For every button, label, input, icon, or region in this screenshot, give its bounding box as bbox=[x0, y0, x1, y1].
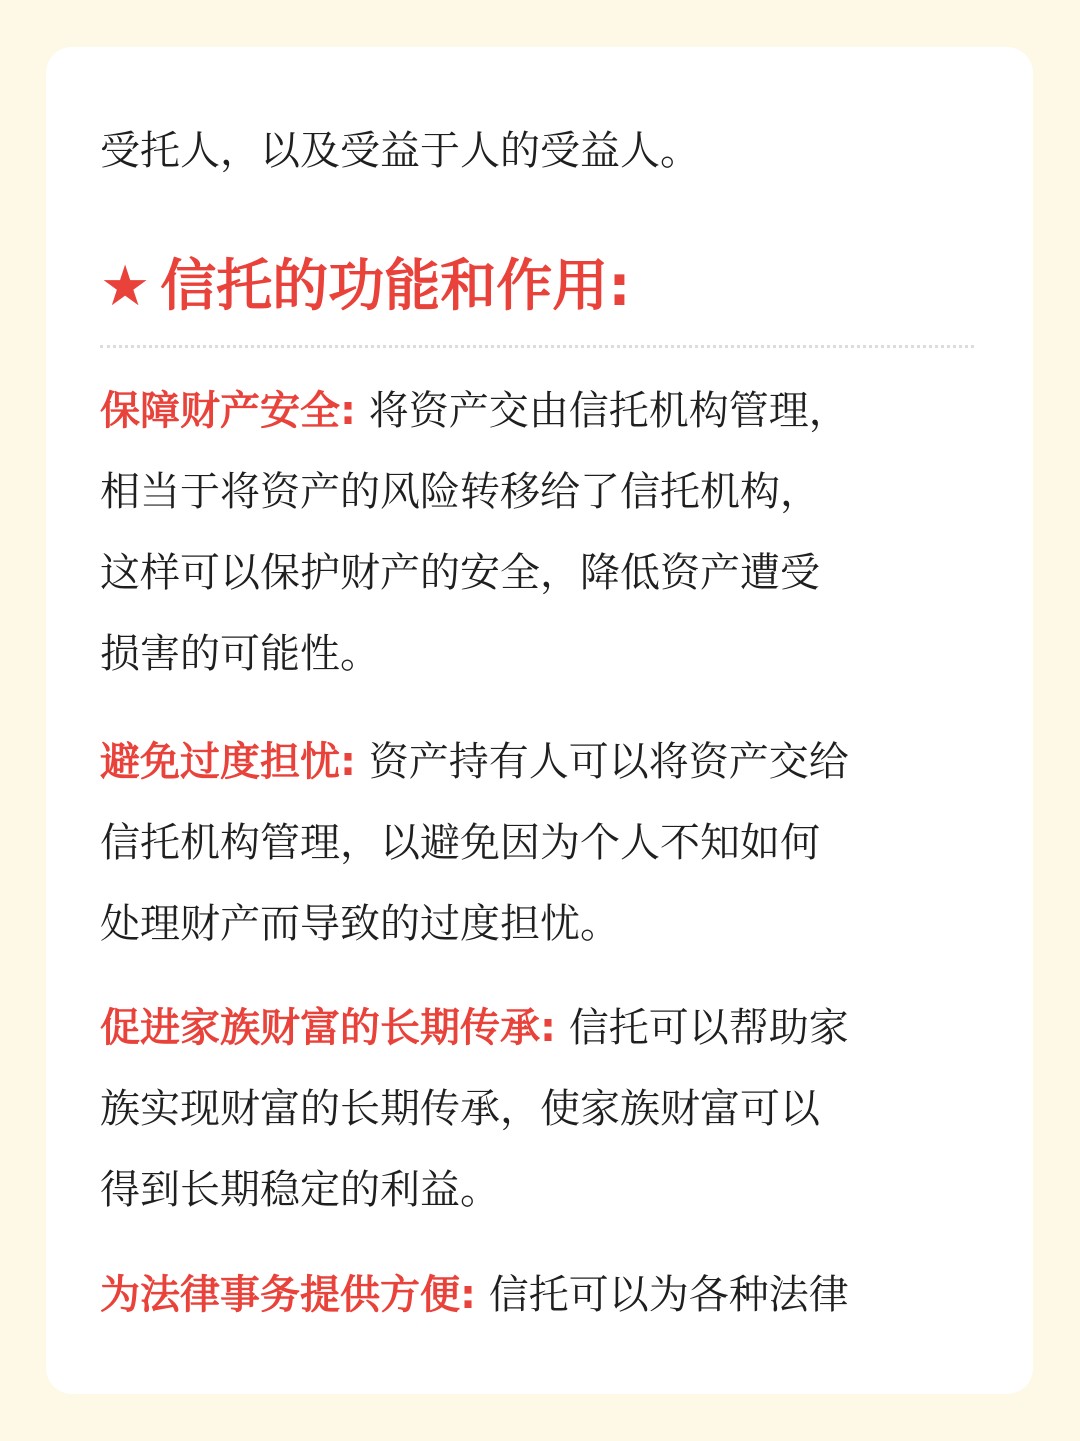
item-line bbox=[100, 371, 980, 452]
item-label: 避免过度担忧: bbox=[100, 739, 356, 785]
item-line bbox=[100, 722, 980, 803]
item-label: 为法律事务提供方便: bbox=[100, 1272, 476, 1318]
function-item-legal-convenience bbox=[100, 1255, 980, 1336]
item-text: 这样可以保护财产的安全，降低资产遭受 bbox=[100, 550, 820, 596]
item-text: 处理财产而导致的过度担忧。 bbox=[100, 901, 620, 947]
function-item-wealth-inheritance bbox=[100, 988, 980, 1231]
section-title: 信托的功能和作用: bbox=[160, 254, 631, 319]
intro-text: 受托人，以及受益于人的受益人。 bbox=[100, 128, 700, 174]
item-label: 促进家族财富的长期传承: bbox=[100, 1005, 556, 1051]
section-heading bbox=[100, 252, 980, 322]
item-text: 信托可以为各种法律 bbox=[488, 1272, 849, 1318]
content-card bbox=[46, 47, 1033, 1394]
item-text: 得到长期稳定的利益。 bbox=[100, 1167, 500, 1213]
item-text: 族实现财富的长期传承，使家族财富可以 bbox=[100, 1086, 820, 1132]
star-icon: ★ bbox=[100, 254, 151, 319]
function-item-asset-safety bbox=[100, 371, 980, 695]
item-text: 相当于将资产的风险转移给了信托机构， bbox=[100, 469, 820, 515]
function-item-avoid-worry bbox=[100, 722, 980, 965]
item-text: 资产持有人可以将资产交给 bbox=[368, 739, 849, 785]
item-line bbox=[100, 988, 980, 1069]
item-text: 将资产交由信托机构管理， bbox=[368, 388, 849, 434]
item-label: 保障财产安全: bbox=[100, 388, 356, 434]
item-text: 损害的可能性。 bbox=[100, 631, 380, 677]
item-text: 信托可以帮助家 bbox=[568, 1005, 849, 1051]
item-text: 信托机构管理，以避免因为个人不知如何 bbox=[100, 820, 820, 866]
dotted-divider bbox=[100, 345, 974, 348]
item-line bbox=[100, 1255, 980, 1336]
